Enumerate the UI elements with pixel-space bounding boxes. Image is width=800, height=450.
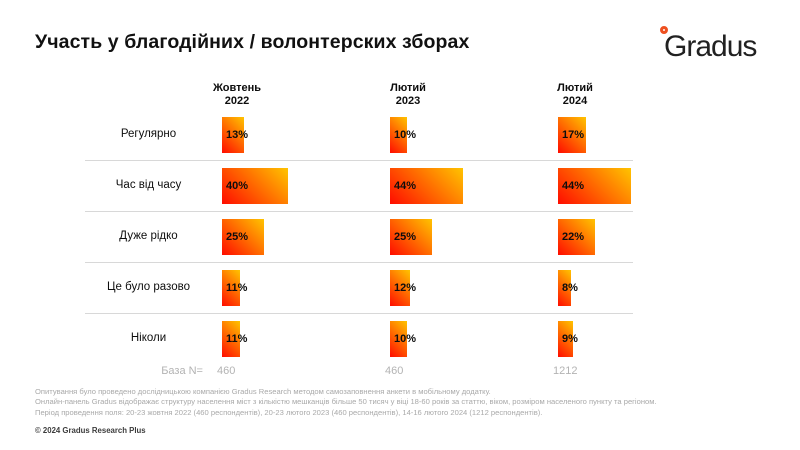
bar bbox=[390, 270, 417, 306]
page-title: Участь у благодійних / волонтерских зборах bbox=[35, 31, 470, 53]
percent-label: 25% bbox=[394, 231, 417, 243]
bar bbox=[390, 168, 463, 204]
bar bbox=[390, 321, 417, 357]
percent-label: 11% bbox=[226, 282, 248, 294]
bar bbox=[558, 270, 578, 306]
footnote-line: Онлайн-панель Gradus відображає структуру населення міст з кількістю мешканців більше 50 тисяч у віці 18-60 років за статтю, віком, розміром населеного пункту та регіоном. bbox=[35, 397, 657, 407]
bar bbox=[558, 321, 578, 357]
footnotes bbox=[35, 387, 775, 418]
percent-label: 10% bbox=[394, 333, 417, 345]
percent-label: 22% bbox=[562, 231, 585, 243]
base-n-value: 460 bbox=[217, 365, 236, 377]
row-separator bbox=[85, 160, 633, 161]
base-n-label: База N= bbox=[161, 365, 203, 377]
bar bbox=[222, 117, 249, 153]
bar bbox=[558, 168, 631, 204]
percent-label: 10% bbox=[394, 129, 417, 141]
column-header: Лютий 2023 bbox=[390, 82, 426, 107]
base-n-value: 460 bbox=[385, 365, 404, 377]
bar bbox=[390, 117, 417, 153]
percent-label: 8% bbox=[562, 282, 578, 294]
bar bbox=[390, 219, 432, 255]
row-separator bbox=[85, 211, 633, 212]
percent-label: 11% bbox=[226, 333, 248, 345]
percent-label: 13% bbox=[226, 129, 249, 141]
row-label: Регулярно bbox=[120, 127, 177, 140]
column-header: Жовтень 2022 bbox=[212, 82, 262, 107]
row-label: Дуже рідко bbox=[119, 229, 178, 242]
row-label: Ніколи bbox=[130, 331, 167, 344]
percent-label: 9% bbox=[562, 333, 578, 345]
percent-label: 44% bbox=[562, 180, 585, 192]
percent-label: 12% bbox=[394, 282, 417, 294]
column-header: Лютий 2024 bbox=[557, 82, 593, 107]
percent-label: 17% bbox=[562, 129, 585, 141]
base-n-value: 1212 bbox=[553, 365, 578, 377]
bar bbox=[558, 117, 586, 153]
gradus-logo bbox=[652, 20, 772, 68]
bar bbox=[222, 270, 248, 306]
bar bbox=[222, 168, 288, 204]
footnote-line: Період проведення поля: 20-23 жовтня 2022 (460 респондентів), 20-23 лютого 2023 (460 респондентів), 14-16 лютого 2024 (1212 респондентів). bbox=[35, 407, 543, 417]
percent-label: 44% bbox=[394, 180, 417, 192]
percent-label: 25% bbox=[226, 231, 249, 243]
gradus-wordmark: Gradus bbox=[664, 30, 757, 63]
bar bbox=[222, 321, 248, 357]
percent-label: 40% bbox=[226, 180, 249, 192]
bar bbox=[558, 219, 595, 255]
row-separator bbox=[85, 313, 633, 314]
row-label: Це було разово bbox=[107, 280, 190, 293]
footnote-line: Опитування було проведено дослідницькою компанією Gradus Research методом самозаповнення анкети в мобільному додатку. bbox=[35, 387, 491, 396]
row-separator bbox=[85, 262, 633, 263]
copyright: © 2024 Gradus Research Plus bbox=[35, 426, 146, 435]
row-label: Час від часу bbox=[115, 178, 182, 191]
bar bbox=[222, 219, 264, 255]
